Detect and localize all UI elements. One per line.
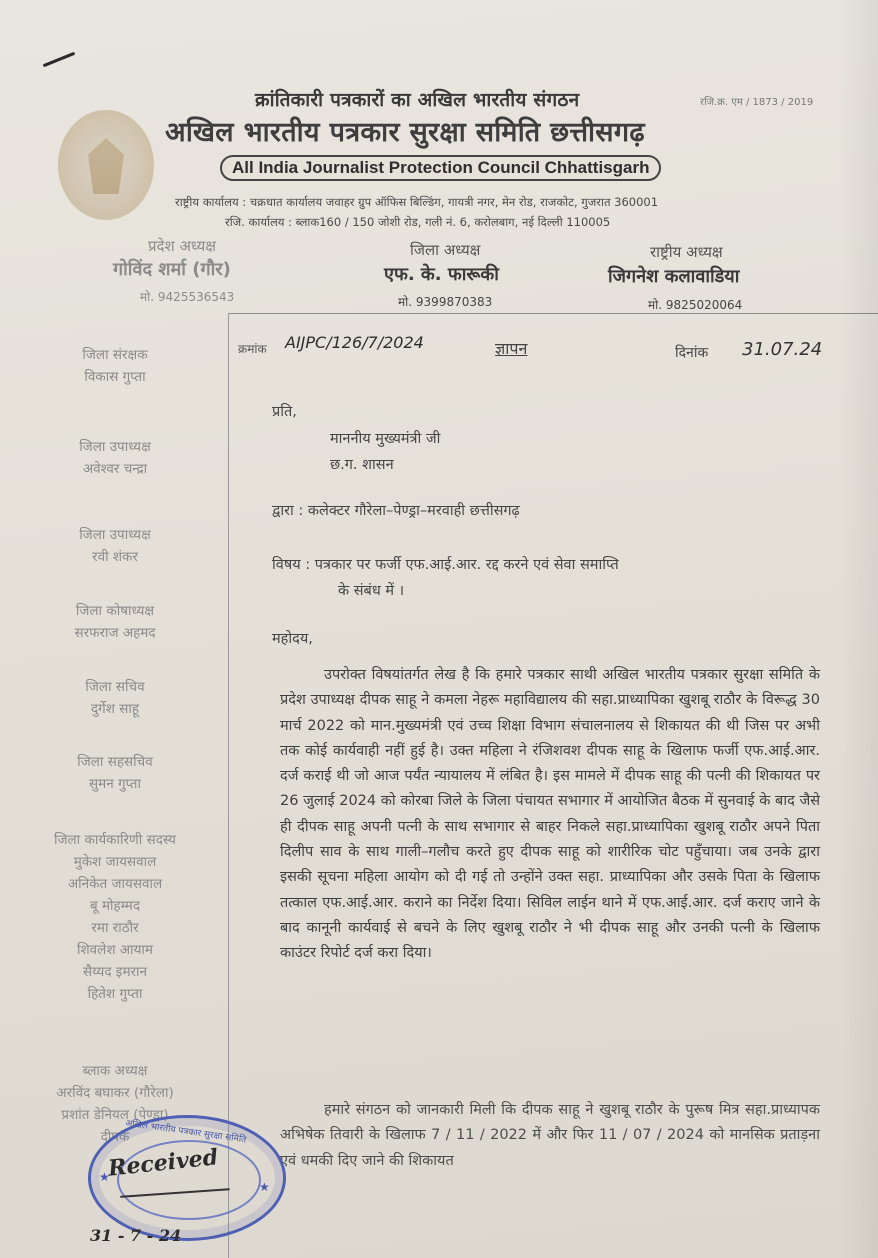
through-line: द्वारा : कलेक्टर गौरेला–पेण्ड्रा–मरवाही छत्तीसगढ़ — [272, 503, 520, 519]
sidebar-entry: जिला संरक्षक विकास गुप्ता — [82, 347, 148, 385]
subject-line2: के संबंध में । — [338, 583, 405, 599]
org-logo — [58, 110, 154, 220]
official-mobile-district: मो. 9399870383 — [398, 295, 493, 309]
sidebar-entry: जिला सचिव दुर्गेश साहू — [85, 679, 145, 717]
salutation: महोदय, — [272, 631, 313, 647]
sidebar-entry: जिला कोषाध्यक्ष सरफराज अहमद — [74, 603, 156, 641]
sidebar-divider — [228, 313, 229, 1258]
recipient: माननीय मुख्यमंत्री जी — [330, 431, 441, 447]
sidebar-entry: जिला कार्यकारिणी सदस्य मुकेश जायसवाल अनिकेत जायसवाल बू मोहम्मद रमा राठौर शिवलेश आयाम सैय्यद इमरान हितेश गुप्ता — [54, 832, 176, 1002]
official-name-state: गोविंद शर्मा (गौर) — [113, 259, 231, 280]
received-signature: Received — [106, 1144, 220, 1182]
subject-line1: विषय : पत्रकार पर फर्जी एफ.आई.आर. रद्द करने एवं सेवा समाप्ति — [272, 557, 619, 573]
to-label: प्रति, — [272, 404, 297, 420]
body-paragraph-1: उपरोक्त विषयांतर्गत लेख है कि हमारे पत्रकार साथी अखिल भारतीय पत्रकार सुरक्षा समिति के प्रदेश उपाध्यक्ष दीपक साहू ने कमला नेहरू महाविद्यालय की सहा.प्राध्यापिका खुशबू राठौर के विरूद्ध 30 मार्च 2022 को मान.मुख्यमंत्री एवं उच्च शिक्षा विभाग संचालनालय से शिकायत की थी जिस पर अभी तक कोई कार्यवाही नहीं हुई है। उक्त महिला ने रंजिशवश दीपक साहू के खिलाफ फर्जी एफ.आई.आर. दर्ज कराई थी जो आज पर्यंत न्यायालय में लंबित है। इस मामले में दीपक साहू की पत्नी की शिकायत पर 26 जुलाई 2024 को कोरबा जिले के जिला पंचायत सभागार में आयोजित बैठक में सुनवाई के बाद जैसे ही दीपक साहू अपनी पत्नी के साथ सभागार से बाहर निकले सहा.प्राध्यापिका खुशबू राठौर अपने पिता दिलीप साव के साथ गाली–गलौच करते हुए दीपक साहू को शारीरिक चोट पहुँचाया। जब उनके द्वारा इसकी सूचना महिला आयोग को दी गई तो उन्होंने उक्त सहा. प्राध्यापिका और उसके पिता के खिलाफ तत्काल एफ.आई.आर. कराने का निर्देश दिया। सिविल लाईन थाने में एफ.आई.आर. दर्ज कराए जाने के बाद कानूनी कार्यवाई से बचने के लिए खुशबू राठौर ने भी दीपक साहू और उनकी पत्नी के खिलाफ काउंटर रिपोर्ट दर्ज करा दिया। — [280, 667, 820, 962]
official-name-national: जिगनेश कलावाडिया — [608, 266, 740, 287]
letter-heading: ज्ञापन — [495, 339, 528, 358]
org-seal-stamp: अखिल भारतीय पत्रकार सुरक्षा समिति ★ ★ — [88, 1115, 286, 1241]
letter-date: 31.07.24 — [742, 339, 823, 360]
official-name-district: एफ. के. फारूकी — [384, 264, 499, 285]
sidebar-entry: ब्लाक अध्यक्ष अरविंद बघाकर (गौरेला) प्रशांत डेनियल (पेण्ड्रा) दीपक — [56, 1063, 174, 1145]
address-line1: राष्ट्रीय कार्यालय : चक्रधात कार्यालय जवाहर ग्रुप ऑफिस बिल्डिंग, गायत्री नगर, मेन रोड, राजकोट, गुजरात 360001 — [175, 195, 659, 209]
ref-label: क्रमांक — [238, 342, 267, 356]
official-mobile-state: मो. 9425536543 — [140, 290, 235, 304]
body-paragraph-2: हमारे संगठन को जानकारी मिली कि दीपक साहू ने खुशबू राठौर के पुरूष मित्र सहा.प्राध्यापक अभिषेक तिवारी के खिलाफ 7 / 11 / 2022 में और फिर 11 / 07 / 2024 को मानसिक प्रताड़ना एवं धमकी दिए जाने की शिकायत — [280, 1102, 820, 1169]
org-name-english: All India Journalist Protection Council Chhattisgarh — [220, 155, 661, 181]
header-divider — [228, 313, 878, 314]
sidebar-entry: जिला सहसचिव सुमन गुप्ता — [77, 754, 153, 792]
address-line2: रजि. कार्यालय : ब्लाक160 / 150 जोशी रोड, गली नं. 6, करोलबाग, नई दिल्ली 110005 — [225, 215, 611, 229]
official-title-district: जिला अध्यक्ष — [410, 241, 481, 259]
sidebar-entry: जिला उपाध्यक्ष रवी शंकर — [79, 527, 151, 565]
received-initials: 31 - 7 - 24 — [90, 1226, 182, 1245]
registration-number: रजि.क्र. एम / 1873 / 2019 — [700, 97, 814, 108]
org-name-hindi: अखिल भारतीय पत्रकार सुरक्षा समिति छत्तीसगढ़ — [165, 117, 645, 148]
official-title-state: प्रदेश अध्यक्ष — [148, 237, 217, 255]
official-title-national: राष्ट्रीय अध्यक्ष — [650, 243, 723, 261]
pen-mark — [43, 52, 76, 68]
letterhead-tagline: क्रांतिकारी पत्रकारों का अखिल भारतीय संगठन — [255, 89, 580, 111]
ref-number: AIJPC/126/7/2024 — [285, 333, 424, 352]
date-label: दिनांक — [675, 345, 709, 361]
sidebar-entry: जिला उपाध्यक्ष अवेश्वर चन्द्रा — [79, 439, 151, 477]
recipient-office: छ.ग. शासन — [330, 457, 394, 473]
official-mobile-national: मो. 9825020064 — [648, 298, 743, 312]
